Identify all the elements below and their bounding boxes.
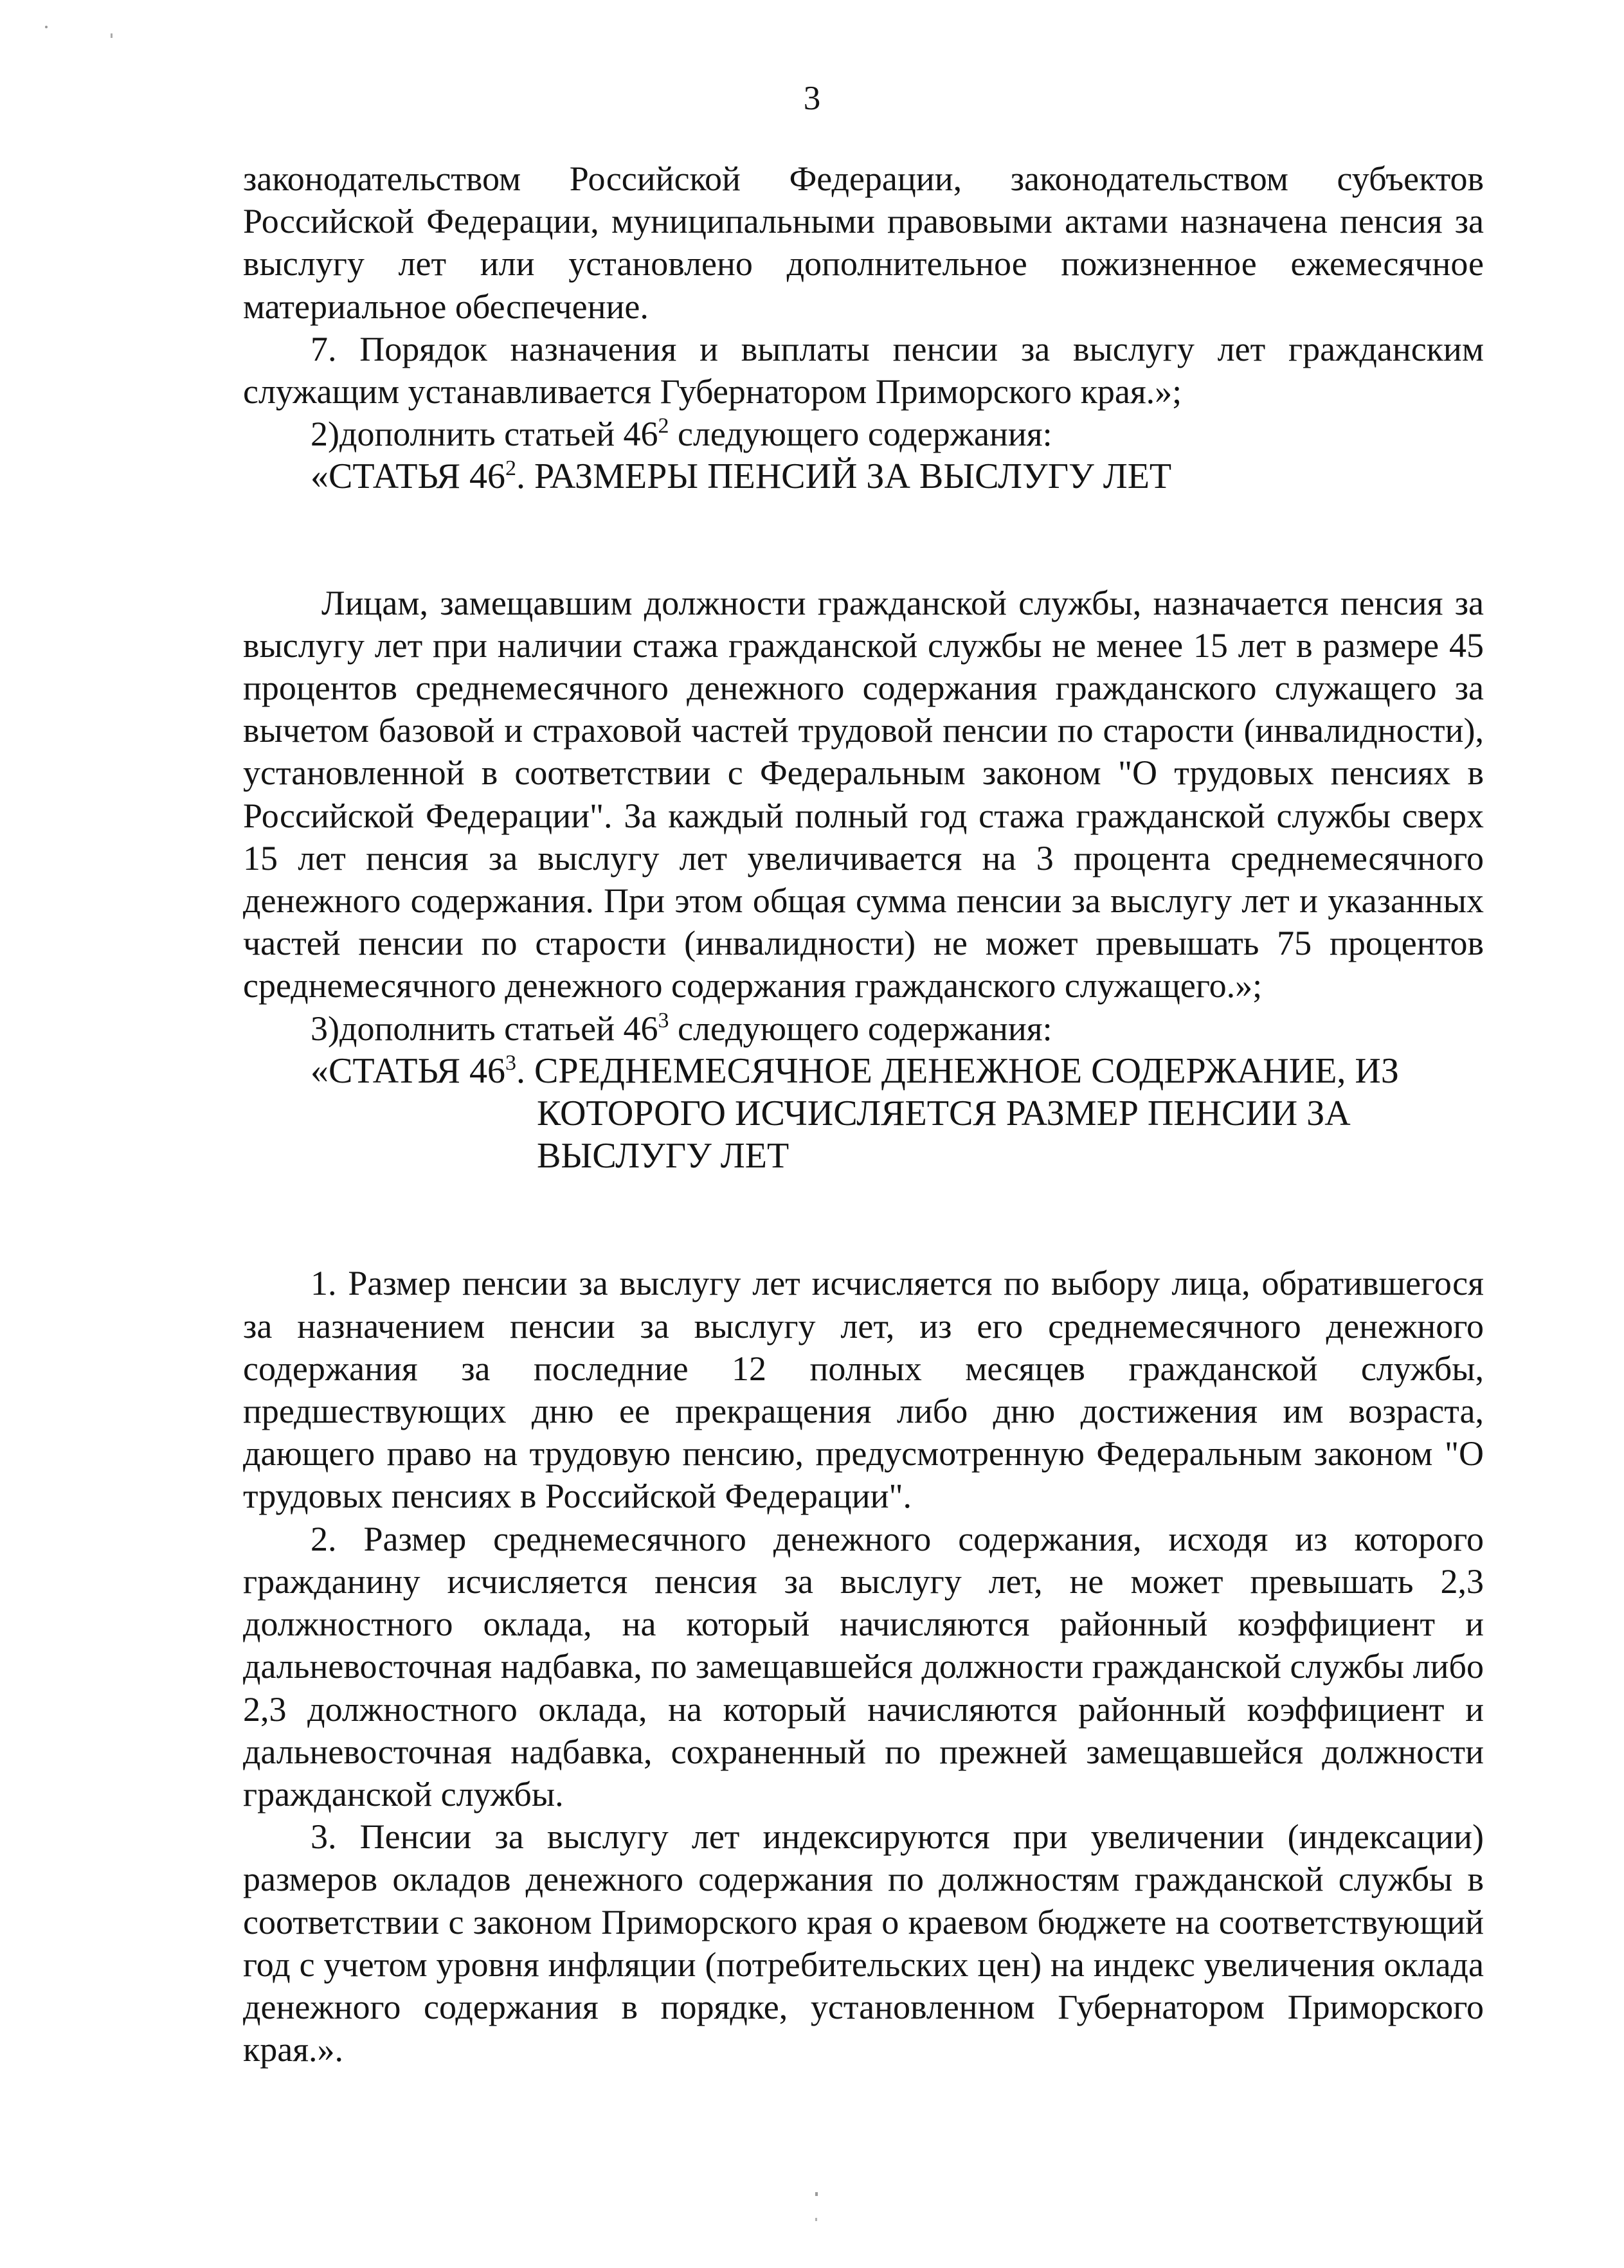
- article-46-2-heading: [243, 455, 1484, 498]
- article-46-3-sup: 3: [505, 1050, 517, 1075]
- article-46-2-title: . РАЗМЕРЫ ПЕНСИЙ ЗА ВЫСЛУГУ ЛЕТ: [516, 456, 1172, 497]
- article-46-2-sup: 2: [505, 456, 517, 481]
- article-46-2-prefix: «СТАТЬЯ 46: [311, 456, 506, 497]
- amendment-2-prefix: 2)дополнить статьей 46: [311, 415, 658, 454]
- article-46-3-title-line1: . СРЕДНЕМЕСЯЧНОЕ ДЕНЕЖНОЕ СОДЕРЖАНИЕ, ИЗ: [516, 1050, 1399, 1091]
- article-46-3-title-line2: КОТОРОГО ИСЧИСЛЯЕТСЯ РАЗМЕР ПЕНСИИ ЗА: [537, 1094, 1351, 1134]
- amendment-2-sup: 2: [658, 414, 669, 438]
- scan-speck: [111, 33, 113, 38]
- amendment-3-prefix: 3)дополнить статьей 46: [311, 1009, 658, 1048]
- amendment-2: [243, 413, 1484, 455]
- article-46-3-heading: [243, 1050, 1484, 1178]
- document-body: [243, 158, 1484, 2071]
- spacer: [243, 498, 1484, 582]
- intro-paragraph: законодательством Российской Федерации, законодательством субъектов Российской Федерации, муниципальными правовыми актами назначена пенсия за выслугу лет или установлено дополнительное пожизненное ежемесячное материальное обеспечение.: [243, 159, 1484, 326]
- article-46-2-text: Лицам, замещавшим должности гражданской службы, назначается пенсия за выслугу лет при наличии стажа гражданской службы не менее 15 лет в размере 45 процентов среднемесячного денежного содержания гражданского служащего за вычетом базовой и страховой частей трудовой пенсии по старости (инвалидности), установленной в соответствии с Федеральным законом "О трудовых пенсиях в Российской Федерации". За каждый полный год стажа гражданской службы сверх 15 лет пенсия за выслугу лет увеличивается на 3 процента среднемесячного денежного содержания. При этом общая сумма пенсии за выслугу лет и указанных частей пенсии по старости (инвалидности) не может превышать 75 процентов среднемесячного денежного содержания гражданского служащего.»;: [243, 583, 1484, 1005]
- article-46-3-item-1: 1. Размер пенсии за выслугу лет исчисляется по выбору лица, обратившегося за назначением пенсии за выслугу лет, из его среднемесячного денежного содержания за последние 12 полных месяцев гражданской службы, предшествующих дню ее прекращения либо дню достижения им возраста, дающего право на трудовую пенсию, предусмотренную Федеральным законом "О трудовых пенсиях в Российской Федерации".: [243, 1264, 1484, 1516]
- article-46-3-item-2: 2. Размер среднемесячного денежного содержания, исходя из которого гражданину исчисляется пенсия за выслугу лет, не может превышать 2,3 должностного оклада, на который начисляются районный коэффициент и дальневосточная надбавка, по замещавшейся должности гражданской службы либо 2,3 должностного оклада, на который начисляются районный коэффициент и дальневосточная надбавка, сохраненный по прежней замещавшейся должности гражданской службы.: [243, 1519, 1484, 1814]
- amendment-3: [243, 1007, 1484, 1050]
- scan-speck: [815, 2218, 817, 2221]
- spacer: [243, 1177, 1484, 1262]
- scan-speck: [45, 26, 48, 28]
- article-46-3-prefix: «СТАТЬЯ 46: [311, 1050, 506, 1091]
- page-number: 3: [803, 80, 821, 117]
- item-7: 7. Порядок назначения и выплаты пенсии за выслугу лет гражданским служащим устанавливается Губернатором Приморского края.»;: [243, 329, 1484, 411]
- scan-speck: [815, 2192, 818, 2196]
- article-46-3-title-line3: ВЫСЛУГУ ЛЕТ: [537, 1136, 789, 1176]
- amendment-3-sup: 3: [658, 1008, 669, 1032]
- article-46-3-item-3: 3. Пенсии за выслугу лет индексируются при увеличении (индексации) размеров окладов денежного содержания по должностям гражданской службы в соответствии с законом Приморского края о краевом бюджете на соответствующий год с учетом уровня инфляции (потребительских цен) на индекс увеличения оклада денежного содержания в порядке, установленном Губернатором Приморского края.».: [243, 1817, 1484, 2069]
- amendment-3-suffix: следующего содержания:: [669, 1009, 1052, 1048]
- amendment-2-suffix: следующего содержания:: [669, 415, 1052, 454]
